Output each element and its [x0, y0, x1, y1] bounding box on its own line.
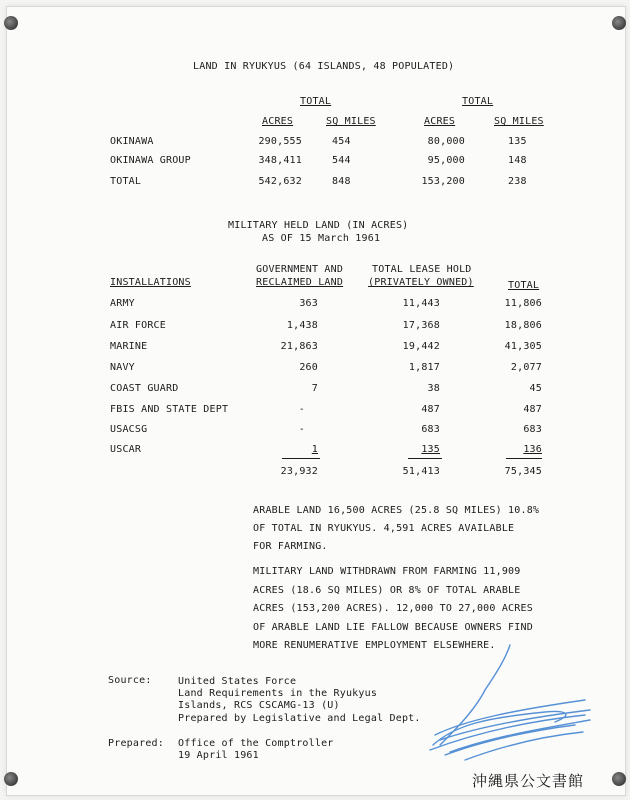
- table1-col-sqmiles-2: SQ MILES: [494, 116, 544, 127]
- source-line-3: Islands, RCS CSCAMG-13 (U): [178, 700, 340, 711]
- prepared-line-1: Office of the Comptroller: [178, 738, 334, 749]
- military-cell-gov: 1: [311, 444, 318, 455]
- note-military-line-4: OF ARABLE LAND LIE FALLOW BECAUSE OWNERS FIND: [253, 622, 533, 633]
- table1-cell: 80,000: [427, 136, 465, 147]
- subtotal-rule-lease: [408, 458, 442, 459]
- table1-cell: 153,200: [421, 176, 465, 187]
- table1-group-header-total-1: TOTAL: [300, 96, 332, 107]
- table1-cell: 148: [508, 155, 527, 166]
- note-military-line-2: ACRES (18.6 SQ MILES) OR 8% OF TOTAL ARABLE: [253, 585, 521, 596]
- table1-cell: 544: [332, 155, 351, 166]
- table1-cell: 95,000: [427, 155, 465, 166]
- military-row-label: COAST GUARD: [110, 383, 179, 394]
- pin-bottom-left: [4, 772, 18, 786]
- military-row-label: MARINE: [110, 341, 148, 352]
- military-cell-total: 683: [523, 424, 542, 435]
- military-cell-gov: 21,863: [280, 341, 318, 352]
- military-col-lease-line2: (PRIVATELY OWNED): [368, 277, 474, 288]
- military-col-gov-line1: GOVERNMENT AND: [256, 264, 344, 275]
- prepared-line-2: 19 April 1961: [178, 750, 259, 761]
- military-cell-lease: 19,442: [402, 341, 440, 352]
- military-row-label: USCAR: [110, 444, 142, 455]
- military-col-gov-line2: RECLAIMED LAND: [256, 277, 344, 288]
- table1-group-header-total-2: TOTAL: [462, 96, 494, 107]
- military-total-total: 75,345: [504, 466, 542, 477]
- note-arable-line-2: OF TOTAL IN RYUKYUS. 4,591 ACRES AVAILABLE: [253, 523, 515, 534]
- note-military-line-5: MORE RENUMERATIVE EMPLOYMENT ELSEWHERE.: [253, 640, 496, 651]
- table1-cell: 848: [332, 176, 351, 187]
- table1-cell: 135: [508, 136, 527, 147]
- note-military-line-1: MILITARY LAND WITHDRAWN FROM FARMING 11,909: [253, 566, 521, 577]
- military-row-label: ARMY: [110, 298, 135, 309]
- military-cell-total: 41,305: [504, 341, 542, 352]
- source-label: Source:: [108, 675, 152, 686]
- military-cell-total: 18,806: [504, 320, 542, 331]
- table1-row-label: OKINAWA: [110, 136, 154, 147]
- military-cell-lease: 38: [427, 383, 440, 394]
- table1-row-label: TOTAL: [110, 176, 142, 187]
- source-line-2: Land Requirements in the Ryukyus: [178, 688, 378, 699]
- military-row-label: NAVY: [110, 362, 135, 373]
- military-row-label: AIR FORCE: [110, 320, 166, 331]
- military-col-total: TOTAL: [508, 280, 540, 291]
- note-arable-line-1: ARABLE LAND 16,500 ACRES (25.8 SQ MILES) 10.8%: [253, 505, 540, 516]
- military-cell-gov: -: [298, 404, 305, 415]
- military-cell-lease: 487: [421, 404, 440, 415]
- note-arable-line-3: FOR FARMING.: [253, 541, 328, 552]
- pin-top-right: [612, 16, 626, 30]
- military-cell-total: 11,806: [504, 298, 542, 309]
- military-cell-gov: 363: [299, 298, 318, 309]
- table1-col-acres-2: ACRES: [424, 116, 456, 127]
- military-cell-lease: 1,817: [408, 362, 440, 373]
- table1-col-acres-1: ACRES: [262, 116, 294, 127]
- note-military-line-3: ACRES (153,200 ACRES). 12,000 TO 27,000 ACRES: [253, 603, 533, 614]
- military-cell-gov: -: [298, 424, 305, 435]
- source-line-4: Prepared by Legislative and Legal Dept.: [178, 713, 421, 724]
- table1-cell: 238: [508, 176, 527, 187]
- pin-top-left: [4, 16, 18, 30]
- pin-bottom-right: [612, 772, 626, 786]
- subtotal-rule-gov: [282, 458, 320, 459]
- military-total-lease: 51,413: [402, 466, 440, 477]
- military-date: AS OF 15 March 1961: [262, 233, 381, 244]
- archive-stamp: 沖縄県公文書館: [472, 772, 585, 790]
- table1-row-label: OKINAWA GROUP: [110, 155, 191, 166]
- military-col-installations: INSTALLATIONS: [110, 277, 191, 288]
- prepared-label: Prepared:: [108, 738, 164, 749]
- military-cell-lease: 17,368: [402, 320, 440, 331]
- table1-cell: 290,555: [258, 136, 302, 147]
- military-col-lease-line1: TOTAL LEASE HOLD: [372, 264, 472, 275]
- source-line-1: United States Force: [178, 676, 297, 687]
- table1-cell: 542,632: [258, 176, 302, 187]
- military-cell-lease: 11,443: [402, 298, 440, 309]
- military-cell-gov: 1,438: [286, 320, 318, 331]
- table1-cell: 348,411: [258, 155, 302, 166]
- military-cell-lease: 135: [421, 444, 440, 455]
- military-cell-gov: 260: [299, 362, 318, 373]
- military-cell-gov: 7: [311, 383, 318, 394]
- military-total-gov: 23,932: [280, 466, 318, 477]
- military-cell-total: 45: [529, 383, 542, 394]
- subtotal-rule-total: [506, 458, 542, 459]
- table1-col-sqmiles-1: SQ MILES: [326, 116, 376, 127]
- military-row-label: USACSG: [110, 424, 148, 435]
- table1-cell: 454: [332, 136, 351, 147]
- military-cell-total: 136: [523, 444, 542, 455]
- military-cell-total: 2,077: [510, 362, 542, 373]
- document-title: LAND IN RYUKYUS (64 ISLANDS, 48 POPULATED): [193, 61, 455, 72]
- ink-signature: [425, 640, 595, 770]
- military-title: MILITARY HELD LAND (IN ACRES): [228, 220, 409, 231]
- military-row-label: FBIS AND STATE DEPT: [110, 404, 229, 415]
- military-cell-total: 487: [523, 404, 542, 415]
- military-cell-lease: 683: [421, 424, 440, 435]
